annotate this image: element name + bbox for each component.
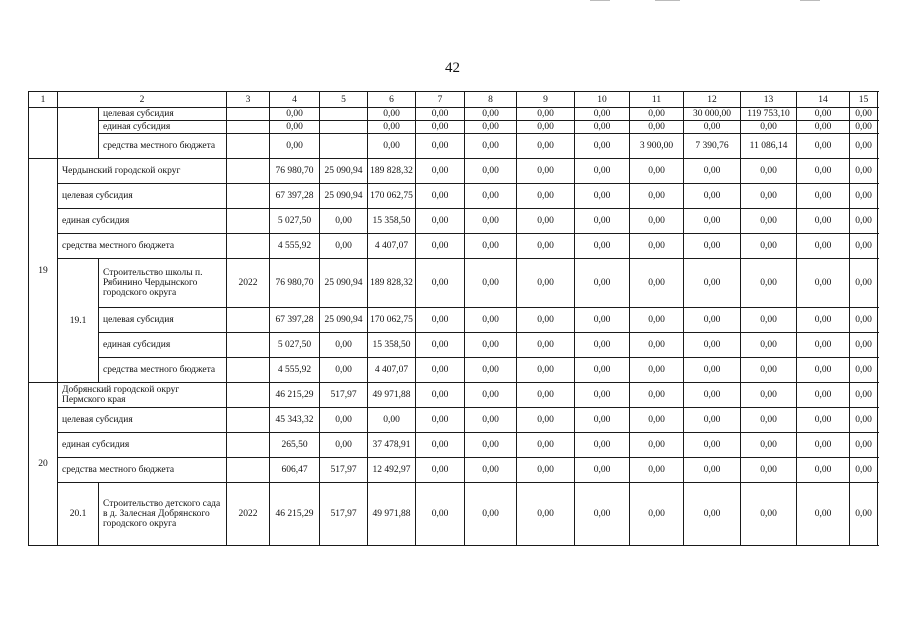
value-cell: 0,00	[684, 483, 741, 546]
value-cell: 0,00	[630, 408, 684, 433]
header-cell: 10	[575, 92, 630, 108]
year-cell	[227, 433, 270, 458]
value-cell: 0,00	[465, 408, 517, 433]
value-cell: 4 555,92	[270, 358, 320, 383]
value-cell: 0,00	[416, 121, 465, 134]
value-cell: 0,00	[684, 234, 741, 259]
value-cell: 15 358,50	[368, 209, 416, 234]
value-cell: 0,00	[575, 333, 630, 358]
value-cell: 45 343,32	[270, 408, 320, 433]
value-cell: 4 555,92	[270, 234, 320, 259]
value-cell: 0,00	[630, 458, 684, 483]
value-cell: 0,00	[575, 383, 630, 408]
value-cell: 0,00	[465, 308, 517, 333]
value-cell: 0,00	[684, 458, 741, 483]
value-cell: 0,00	[575, 134, 630, 159]
value-cell: 606,47	[270, 458, 320, 483]
value-cell: 0,00	[797, 383, 850, 408]
table-row	[29, 108, 878, 121]
value-cell: 0,00	[517, 234, 575, 259]
row-name: единая субсидия	[99, 333, 227, 358]
header-cell: 13	[741, 92, 797, 108]
value-cell: 0,00	[517, 184, 575, 209]
value-cell: 0,00	[797, 108, 850, 121]
table-row	[29, 408, 878, 433]
row-name: средства местного бюджета	[99, 134, 227, 159]
header-cell: 3	[227, 92, 270, 108]
value-cell: 0,00	[575, 433, 630, 458]
row-index: 20	[29, 383, 58, 546]
value-cell: 12 492,97	[368, 458, 416, 483]
value-cell: 0,00	[797, 159, 850, 184]
value-cell: 0,00	[797, 333, 850, 358]
value-cell: 0,00	[416, 483, 465, 546]
value-cell: 0,00	[517, 134, 575, 159]
scan-artifact	[590, 0, 610, 1]
value-cell: 170 062,75	[368, 308, 416, 333]
row-name: Чердынский городской округ	[58, 159, 227, 184]
value-cell: 15 358,50	[368, 333, 416, 358]
year-cell	[227, 184, 270, 209]
value-cell: 0,00	[416, 184, 465, 209]
value-cell: 49 971,88	[368, 483, 416, 546]
value-cell	[320, 121, 368, 134]
value-cell: 0,00	[797, 433, 850, 458]
year-cell	[227, 408, 270, 433]
value-cell: 0,00	[850, 433, 878, 458]
value-cell: 0,00	[517, 433, 575, 458]
value-cell: 189 828,32	[368, 259, 416, 308]
row-name: средства местного бюджета	[58, 234, 227, 259]
value-cell: 67 397,28	[270, 308, 320, 333]
table-row	[29, 184, 878, 209]
value-cell: 0,00	[416, 159, 465, 184]
value-cell: 25 090,94	[320, 308, 368, 333]
value-cell: 0,00	[797, 121, 850, 134]
sub-index	[58, 108, 99, 159]
value-cell: 170 062,75	[368, 184, 416, 209]
value-cell: 0,00	[320, 234, 368, 259]
value-cell: 0,00	[797, 184, 850, 209]
value-cell: 0,00	[684, 333, 741, 358]
value-cell: 0,00	[465, 234, 517, 259]
table-row	[29, 333, 878, 358]
value-cell: 0,00	[684, 308, 741, 333]
value-cell: 0,00	[850, 209, 878, 234]
value-cell: 0,00	[850, 358, 878, 383]
value-cell: 0,00	[630, 358, 684, 383]
value-cell: 0,00	[575, 458, 630, 483]
year-cell	[227, 383, 270, 408]
row-name: единая субсидия	[58, 433, 227, 458]
value-cell: 11 086,14	[741, 134, 797, 159]
value-cell: 0,00	[684, 358, 741, 383]
value-cell: 265,50	[270, 433, 320, 458]
value-cell: 5 027,50	[270, 333, 320, 358]
value-cell: 0,00	[517, 408, 575, 433]
value-cell: 0,00	[465, 134, 517, 159]
value-cell: 0,00	[368, 108, 416, 121]
value-cell: 0,00	[320, 358, 368, 383]
value-cell: 0,00	[630, 333, 684, 358]
value-cell: 0,00	[465, 108, 517, 121]
scan-artifact	[800, 0, 820, 1]
value-cell: 0,00	[684, 259, 741, 308]
value-cell: 0,00	[517, 308, 575, 333]
value-cell: 0,00	[465, 209, 517, 234]
value-cell: 0,00	[630, 483, 684, 546]
value-cell: 0,00	[850, 408, 878, 433]
value-cell: 0,00	[517, 483, 575, 546]
row-name: целевая субсидия	[58, 408, 227, 433]
value-cell: 0,00	[320, 333, 368, 358]
year-cell	[227, 159, 270, 184]
year-cell	[227, 458, 270, 483]
row-name: средства местного бюджета	[58, 458, 227, 483]
value-cell: 0,00	[741, 184, 797, 209]
value-cell: 0,00	[416, 234, 465, 259]
value-cell: 0,00	[575, 408, 630, 433]
value-cell: 0,00	[416, 333, 465, 358]
value-cell: 0,00	[465, 433, 517, 458]
value-cell: 0,00	[575, 358, 630, 383]
sub-index: 20.1	[58, 483, 99, 546]
value-cell: 0,00	[741, 408, 797, 433]
value-cell: 0,00	[741, 433, 797, 458]
value-cell: 0,00	[320, 209, 368, 234]
value-cell: 0,00	[797, 259, 850, 308]
value-cell: 76 980,70	[270, 159, 320, 184]
value-cell: 0,00	[517, 108, 575, 121]
header-cell: 7	[416, 92, 465, 108]
row-index	[29, 108, 58, 159]
header-cell: 11	[630, 92, 684, 108]
table-row	[29, 134, 878, 159]
year-cell	[227, 134, 270, 159]
value-cell: 517,97	[320, 483, 368, 546]
header-cell: 1	[29, 92, 58, 108]
value-cell: 0,00	[465, 259, 517, 308]
value-cell: 517,97	[320, 383, 368, 408]
value-cell: 0,00	[850, 308, 878, 333]
row-name: единая субсидия	[58, 209, 227, 234]
year-cell: 2022	[227, 259, 270, 308]
year-cell	[227, 308, 270, 333]
value-cell: 0,00	[850, 458, 878, 483]
table-row	[29, 159, 878, 184]
value-cell: 0,00	[850, 259, 878, 308]
value-cell: 0,00	[684, 408, 741, 433]
header-cell: 8	[465, 92, 517, 108]
value-cell: 76 980,70	[270, 259, 320, 308]
value-cell: 0,00	[465, 458, 517, 483]
value-cell: 0,00	[741, 159, 797, 184]
value-cell: 0,00	[416, 383, 465, 408]
value-cell: 0,00	[465, 184, 517, 209]
value-cell: 0,00	[575, 259, 630, 308]
row-name: Строительство детского сада в д. Залесная Добрянского городского округа	[99, 483, 227, 546]
value-cell: 0,00	[575, 209, 630, 234]
value-cell: 0,00	[630, 383, 684, 408]
value-cell: 3 900,00	[630, 134, 684, 159]
value-cell: 0,00	[741, 383, 797, 408]
value-cell: 25 090,94	[320, 259, 368, 308]
value-cell	[320, 108, 368, 121]
value-cell: 0,00	[684, 383, 741, 408]
header-cell: 14	[797, 92, 850, 108]
value-cell: 0,00	[850, 483, 878, 546]
table-row	[29, 308, 878, 333]
row-name: единая субсидия	[99, 121, 227, 134]
value-cell: 0,00	[575, 184, 630, 209]
value-cell: 0,00	[517, 458, 575, 483]
header-cell: 5	[320, 92, 368, 108]
value-cell: 0,00	[517, 121, 575, 134]
value-cell: 0,00	[575, 121, 630, 134]
value-cell: 0,00	[416, 108, 465, 121]
value-cell: 25 090,94	[320, 184, 368, 209]
value-cell: 46 215,29	[270, 383, 320, 408]
value-cell: 4 407,07	[368, 358, 416, 383]
value-cell: 0,00	[741, 333, 797, 358]
value-cell: 30 000,00	[684, 108, 741, 121]
year-cell	[227, 234, 270, 259]
value-cell: 5 027,50	[270, 209, 320, 234]
value-cell: 0,00	[416, 134, 465, 159]
header-cell: 15	[850, 92, 878, 108]
value-cell: 0,00	[416, 259, 465, 308]
value-cell: 0,00	[630, 234, 684, 259]
table-row	[29, 259, 878, 308]
year-cell	[227, 358, 270, 383]
value-cell: 0,00	[270, 121, 320, 134]
value-cell: 7 390,76	[684, 134, 741, 159]
value-cell: 0,00	[416, 433, 465, 458]
value-cell: 0,00	[465, 483, 517, 546]
value-cell: 0,00	[575, 234, 630, 259]
value-cell: 0,00	[465, 333, 517, 358]
row-name: средства местного бюджета	[99, 358, 227, 383]
value-cell: 67 397,28	[270, 184, 320, 209]
value-cell: 0,00	[320, 408, 368, 433]
scan-artifact	[655, 0, 680, 1]
table-row	[29, 209, 878, 234]
value-cell: 0,00	[517, 358, 575, 383]
sub-index: 19.1	[58, 259, 99, 383]
value-cell: 0,00	[797, 483, 850, 546]
value-cell: 0,00	[850, 108, 878, 121]
value-cell: 119 753,10	[741, 108, 797, 121]
value-cell: 0,00	[741, 209, 797, 234]
value-cell: 0,00	[575, 483, 630, 546]
value-cell: 0,00	[850, 234, 878, 259]
budget-table	[28, 91, 878, 546]
table-row	[29, 234, 878, 259]
value-cell: 0,00	[517, 383, 575, 408]
header-cell: 4	[270, 92, 320, 108]
year-cell	[227, 121, 270, 134]
row-name: целевая субсидия	[99, 308, 227, 333]
value-cell: 0,00	[368, 134, 416, 159]
year-cell: 2022	[227, 483, 270, 546]
row-name: целевая субсидия	[99, 108, 227, 121]
value-cell: 0,00	[850, 121, 878, 134]
header-cell: 9	[517, 92, 575, 108]
row-name: Строительство школы п. Рябинино Чердынского городского округа	[99, 259, 227, 308]
header-cell: 12	[684, 92, 741, 108]
value-cell: 4 407,07	[368, 234, 416, 259]
year-cell	[227, 209, 270, 234]
value-cell: 0,00	[575, 159, 630, 184]
value-cell: 0,00	[741, 308, 797, 333]
header-row	[29, 92, 878, 108]
value-cell: 0,00	[797, 308, 850, 333]
value-cell: 189 828,32	[368, 159, 416, 184]
value-cell: 0,00	[741, 458, 797, 483]
year-cell	[227, 108, 270, 121]
page-number: 42	[445, 60, 460, 76]
table-row	[29, 121, 878, 134]
value-cell: 0,00	[368, 121, 416, 134]
value-cell: 517,97	[320, 458, 368, 483]
row-name: целевая субсидия	[58, 184, 227, 209]
value-cell: 0,00	[630, 308, 684, 333]
value-cell: 0,00	[741, 483, 797, 546]
value-cell: 0,00	[850, 333, 878, 358]
value-cell: 0,00	[465, 159, 517, 184]
value-cell: 0,00	[741, 121, 797, 134]
value-cell: 0,00	[416, 358, 465, 383]
value-cell: 0,00	[270, 134, 320, 159]
value-cell: 0,00	[270, 108, 320, 121]
value-cell: 0,00	[517, 333, 575, 358]
value-cell: 0,00	[630, 159, 684, 184]
value-cell: 0,00	[465, 121, 517, 134]
header-cell: 6	[368, 92, 416, 108]
value-cell: 0,00	[850, 383, 878, 408]
value-cell: 0,00	[630, 259, 684, 308]
value-cell: 0,00	[368, 408, 416, 433]
value-cell: 0,00	[517, 259, 575, 308]
table-row	[29, 433, 878, 458]
value-cell: 0,00	[797, 358, 850, 383]
value-cell: 0,00	[850, 134, 878, 159]
value-cell: 0,00	[684, 184, 741, 209]
value-cell: 0,00	[320, 433, 368, 458]
value-cell: 0,00	[741, 358, 797, 383]
value-cell: 0,00	[684, 433, 741, 458]
value-cell: 0,00	[797, 408, 850, 433]
value-cell: 0,00	[575, 108, 630, 121]
value-cell: 0,00	[630, 108, 684, 121]
value-cell: 0,00	[416, 408, 465, 433]
value-cell: 0,00	[797, 458, 850, 483]
table-row	[29, 483, 878, 546]
value-cell: 49 971,88	[368, 383, 416, 408]
value-cell: 0,00	[850, 184, 878, 209]
value-cell: 0,00	[630, 433, 684, 458]
value-cell: 0,00	[797, 209, 850, 234]
value-cell	[320, 134, 368, 159]
value-cell: 0,00	[741, 259, 797, 308]
value-cell: 0,00	[517, 159, 575, 184]
value-cell: 0,00	[850, 159, 878, 184]
table-row	[29, 458, 878, 483]
value-cell: 0,00	[684, 159, 741, 184]
value-cell: 25 090,94	[320, 159, 368, 184]
table-row	[29, 383, 878, 408]
value-cell: 46 215,29	[270, 483, 320, 546]
row-index: 19	[29, 159, 58, 383]
value-cell: 0,00	[684, 121, 741, 134]
value-cell: 0,00	[630, 184, 684, 209]
value-cell: 0,00	[416, 308, 465, 333]
value-cell: 0,00	[517, 209, 575, 234]
value-cell: 0,00	[630, 121, 684, 134]
value-cell: 37 478,91	[368, 433, 416, 458]
value-cell: 0,00	[797, 234, 850, 259]
value-cell: 0,00	[684, 209, 741, 234]
value-cell: 0,00	[575, 308, 630, 333]
table-row	[29, 358, 878, 383]
header-cell: 2	[58, 92, 227, 108]
value-cell: 0,00	[741, 234, 797, 259]
value-cell: 0,00	[797, 134, 850, 159]
row-name: Добрянский городской округ Пермского края	[58, 383, 227, 408]
value-cell: 0,00	[465, 383, 517, 408]
value-cell: 0,00	[416, 209, 465, 234]
value-cell: 0,00	[465, 358, 517, 383]
value-cell: 0,00	[630, 209, 684, 234]
year-cell	[227, 333, 270, 358]
value-cell: 0,00	[416, 458, 465, 483]
